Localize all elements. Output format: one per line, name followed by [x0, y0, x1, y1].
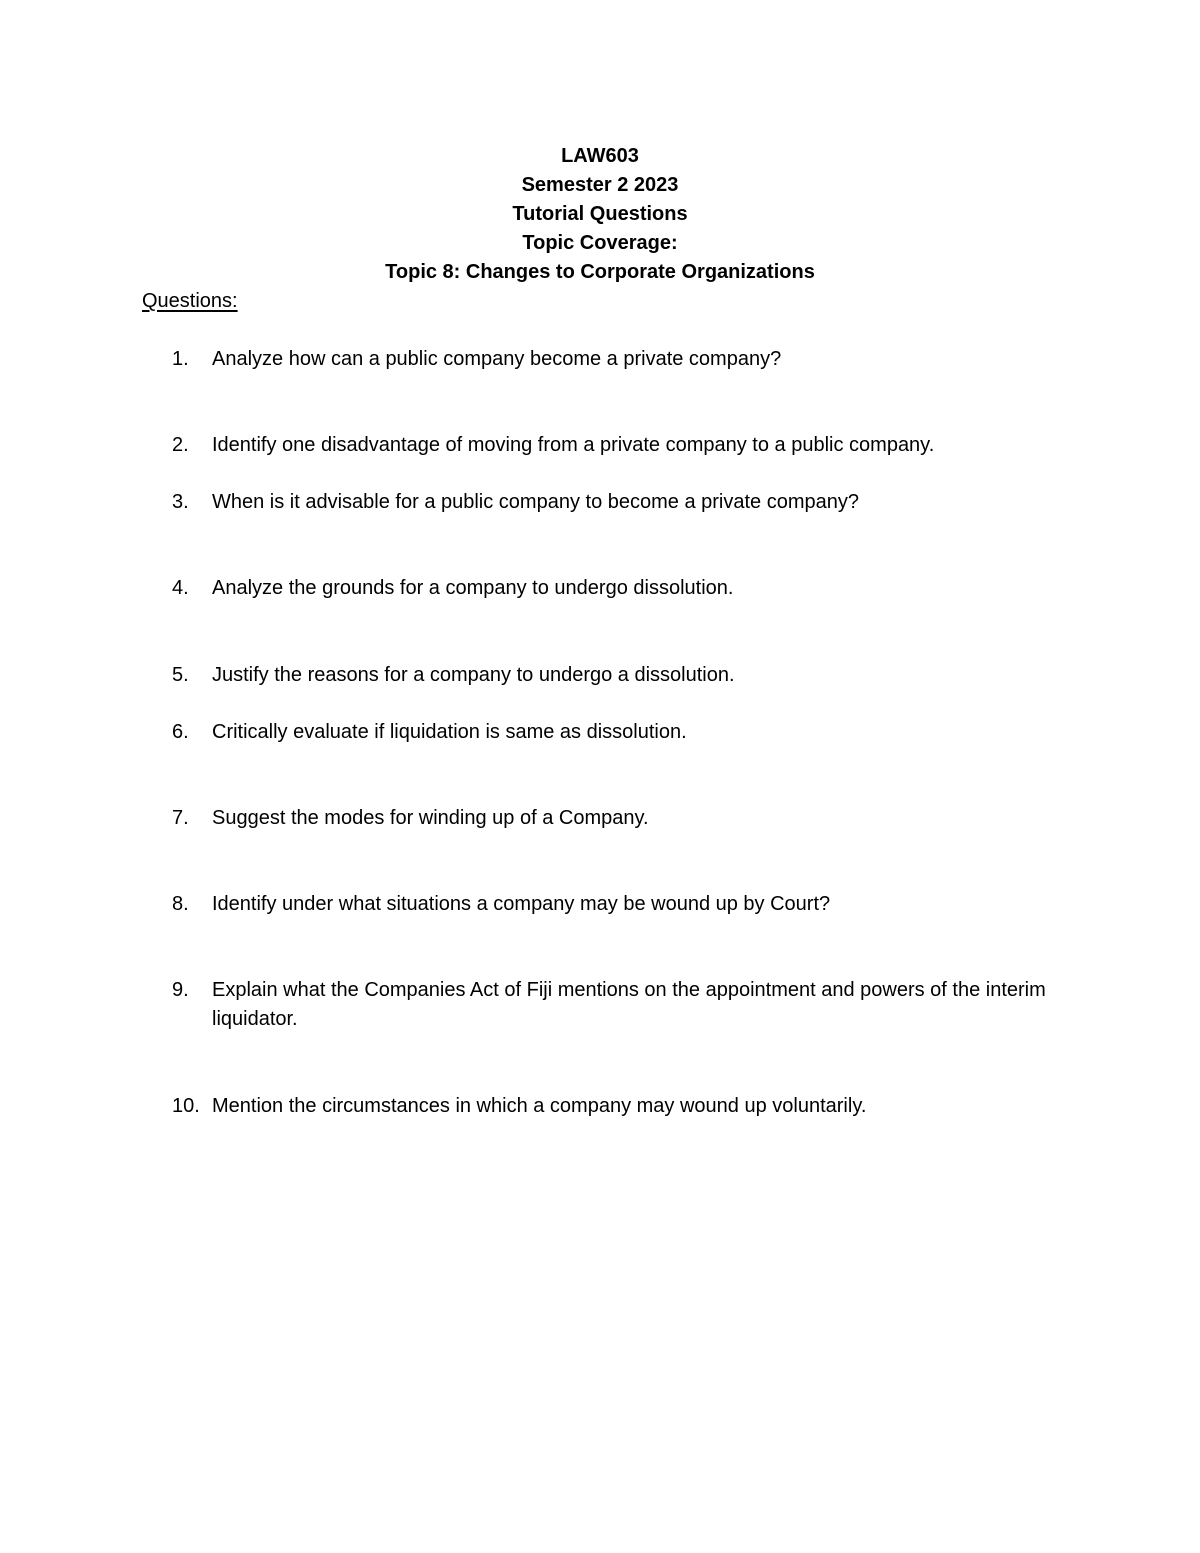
- topic-coverage-label: Topic Coverage:: [522, 232, 678, 254]
- question-number: 3.: [172, 491, 189, 513]
- question-number: 2.: [172, 434, 189, 456]
- question-item: [172, 574, 1072, 603]
- question-item: [172, 976, 1072, 1034]
- question-text: Identify under what situations a company may be wound up by Court?: [212, 893, 831, 915]
- questions-heading: Questions:: [142, 290, 238, 312]
- question-number: 1.: [172, 348, 189, 370]
- question-item: [172, 1092, 1072, 1121]
- question-text: Analyze the grounds for a company to undergo dissolution.: [212, 577, 734, 599]
- question-number: 4.: [172, 577, 189, 599]
- semester-label: Semester 2 2023: [521, 174, 679, 196]
- question-text: Critically evaluate if liquidation is same as dissolution.: [212, 721, 687, 743]
- question-number: 7.: [172, 807, 189, 829]
- question-number: 5.: [172, 664, 189, 686]
- question-text: Mention the circumstances in which a company may wound up voluntarily.: [212, 1095, 867, 1117]
- question-text: When is it advisable for a public company to become a private company?: [212, 491, 860, 513]
- question-number: 6.: [172, 721, 189, 743]
- question-item: [172, 890, 1072, 919]
- document-header: [0, 142, 1200, 287]
- question-text: Analyze how can a public company become a private company?: [212, 348, 782, 370]
- question-item: [172, 345, 1072, 374]
- question-item: [172, 718, 1072, 747]
- document-type: Tutorial Questions: [512, 203, 688, 225]
- question-number: 9.: [172, 979, 189, 1001]
- question-number: 10.: [172, 1095, 200, 1117]
- topic-title: Topic 8: Changes to Corporate Organizations: [385, 261, 815, 283]
- question-item: [172, 661, 1072, 690]
- question-text: Suggest the modes for winding up of a Company.: [212, 807, 649, 829]
- question-text: Explain what the Companies Act of Fiji mentions on the appointment and powers of the interim liquidator.: [212, 979, 1046, 1030]
- question-number: 8.: [172, 893, 189, 915]
- course-code: LAW603: [561, 145, 639, 167]
- question-item: [172, 804, 1072, 833]
- question-text: Justify the reasons for a company to undergo a dissolution.: [212, 664, 735, 686]
- question-item: [172, 431, 1072, 460]
- question-item: [172, 488, 1072, 517]
- question-text: Identify one disadvantage of moving from a private company to a public company.: [212, 434, 935, 456]
